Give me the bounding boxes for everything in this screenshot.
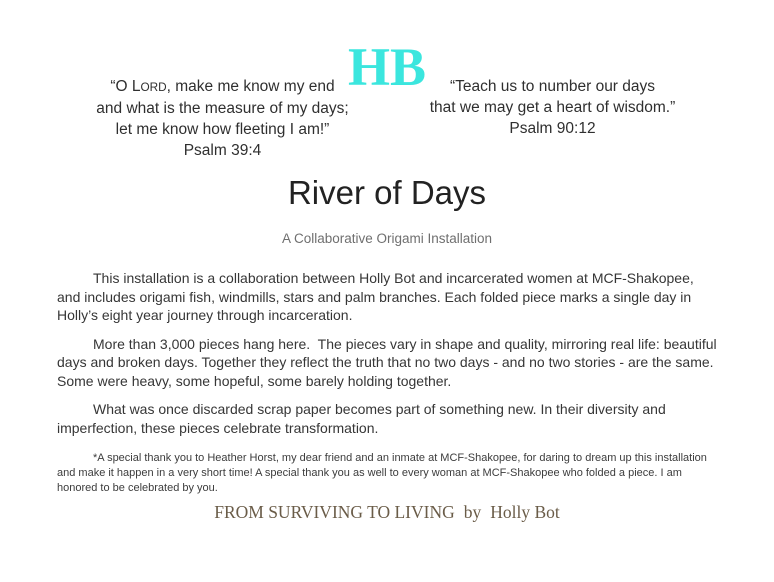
byword: by: [463, 502, 482, 522]
left-quote-line-2: and what is the measure of my days;: [96, 100, 349, 117]
left-scripture-quote: [40, 76, 405, 161]
series-title: FROM SURVIVING TO LIVING: [214, 502, 455, 522]
main-content: [0, 172, 774, 523]
left-quote-line-3: let me know how fleeting I am!”: [115, 121, 330, 138]
paragraph-3: What was once discarded scrap paper becomes part of something new. In their diversity and imperfection, these pieces celebrate transformation.: [57, 401, 670, 436]
footer-credit: [0, 501, 774, 523]
left-quote-citation: Psalm 39:4: [183, 142, 262, 159]
subtitle: A Collaborative Origami Installation: [281, 231, 493, 246]
page-title: River of Days: [287, 174, 487, 211]
footnote: *A special thank you to Heather Horst, my dear friend and an inmate at MCF-Shakopee, for daring to dream up this installation and make it happen in a very short time! A special thank you as well to every woman at MCF-Shakopee who folded a piece. I am honored to be celebrated by you.: [57, 452, 710, 494]
right-quote-line-2: that we may get a heart of wisdom.”: [429, 99, 676, 116]
right-scripture-quote: [405, 76, 700, 139]
paragraph-1: This installation is a collaboration between Holly Bot and incarcerated women at MCF-Shakopee, and includes origami fish, windmills, stars and palm branches. Each folded piece marks a single day in Holly’s eight year journey through incarceration.: [57, 270, 698, 323]
right-quote-citation: Psalm 90:12: [509, 120, 596, 137]
left-quote-line-1-rest: , make me know my end: [166, 78, 335, 95]
left-quote-line-1: [40, 76, 405, 98]
author-name: Holly Bot: [490, 502, 560, 522]
lord-smallcaps: ORD: [140, 81, 167, 94]
right-quote-line-1: “Teach us to number our days: [449, 78, 656, 95]
header: [0, 0, 774, 162]
hb-monogram-logo: HB: [347, 37, 427, 97]
left-quote-line-1-open: “O L: [110, 78, 141, 95]
paragraph-2: More than 3,000 pieces hang here. The pieces vary in shape and quality, mirroring real life: beautiful days and broken days. Together they reflect the truth that no two days - and no two stories - are the same. Some were heavy, some hopeful, some barely holding together.: [57, 335, 721, 389]
